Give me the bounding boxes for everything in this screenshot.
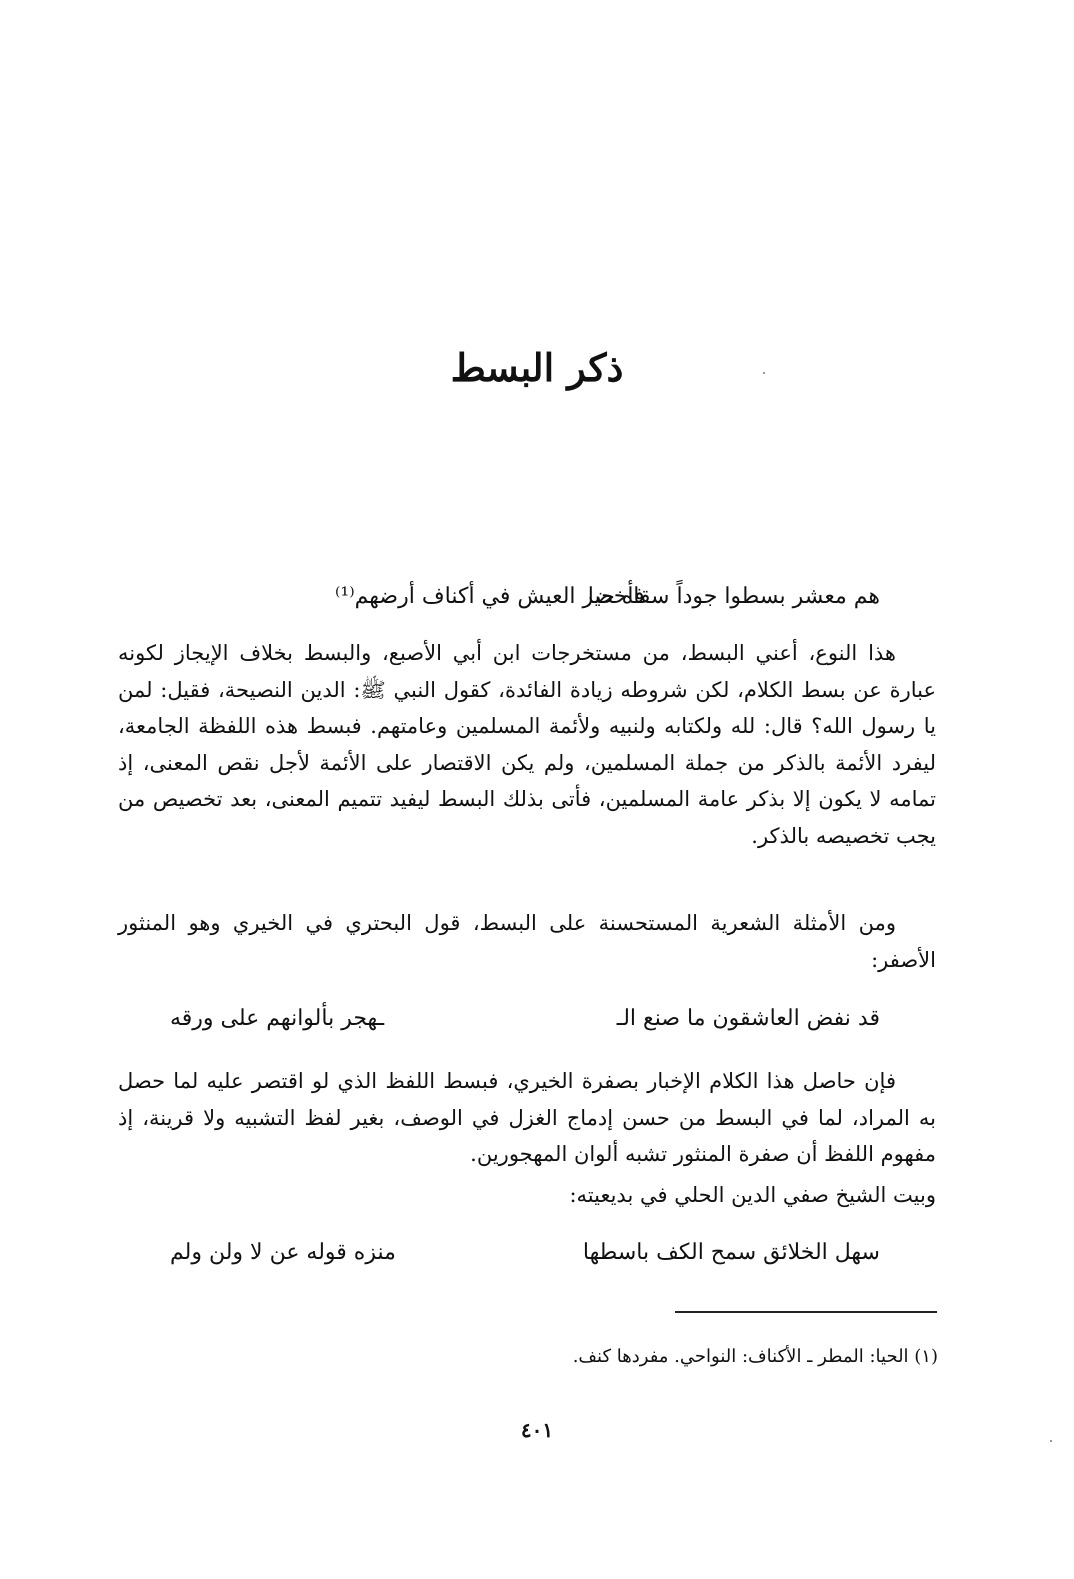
paragraph-2: ومن الأمثلة الشعرية المستحسنة على البسط، قول البحتري في الخيري وهو المنثور الأصفر:: [118, 911, 936, 972]
paragraph-4: وبيت الشيخ صفي الدين الحلي في بديعيته:: [569, 1183, 936, 1207]
footnote: (١) الحيا: المطر ـ الأكناف: النواحي. مفردها كنف.: [572, 1346, 938, 1367]
verse-3-second-hemistich: منزه قوله عن لا ولن ولم: [170, 1240, 396, 1265]
verse-3-first-hemistich: سهل الخلائق سمح الكف باسطها: [582, 1240, 880, 1265]
scan-speck: [1050, 1440, 1052, 1442]
verse-2: [170, 1002, 880, 1036]
chapter-title: ذكر البسط: [450, 345, 624, 390]
paragraph-1: هذا النوع، أعني البسط، من مستخرجات ابن أبي الأصبع، والبسط بخلاف الإيجاز لكونه عبارة عن بسط الكلام، لكن شروطه زيادة الفائدة، كقول النبي ﷺ: الدين النصيحة، فقيل: لمن يا رسول الله؟ قال: لله ولكتابه ولنبيه ولأئمة المسلمين وعامتهم. فبسط هذه اللفظة الجامعة، ليفرد الأئمة بالذكر من جملة المسلمين، ولم يكن الاقتصار على الأئمة لأجل نقص المعنى، إذ تمامه لا يكون إلا بذكر عامة المسلمين، فأتى بذلك البسط ليفيد تتميم المعنى، بعد تخصيص من يجب تخصيصه بالذكر.: [118, 641, 936, 848]
verse-1-first-hemistich: هم معشر بسطوا جوداً سقاه حيا: [587, 584, 880, 609]
verse-1: [170, 580, 880, 614]
verse-1-second-hemistich: فأخضر العيش في أكناف أرضهم⁽¹⁾: [335, 584, 645, 609]
scan-speck: [763, 372, 765, 374]
verse-2-first-hemistich: قد نفض العاشقون ما صنع الـ: [616, 1006, 880, 1031]
verse-3: [170, 1236, 880, 1270]
footnote-separator: [675, 1311, 937, 1313]
verse-2-second-hemistich: ـهجر بألوانهم على ورقه: [170, 1006, 385, 1031]
page-number: ٤٠١: [520, 1418, 554, 1442]
paragraph-3: فإن حاصل هذا الكلام الإخبار بصفرة الخيري، فبسط اللفظ الذي لو اقتصر عليه لما حصل به المراد، لما في البسط من حسن إدماج الغزل في الوصف، بغير لفظ التشبيه ولا قرينة، إذ مفهوم اللفظ أن صفرة المنثور تشبه ألوان المهجورين.: [118, 1069, 936, 1166]
